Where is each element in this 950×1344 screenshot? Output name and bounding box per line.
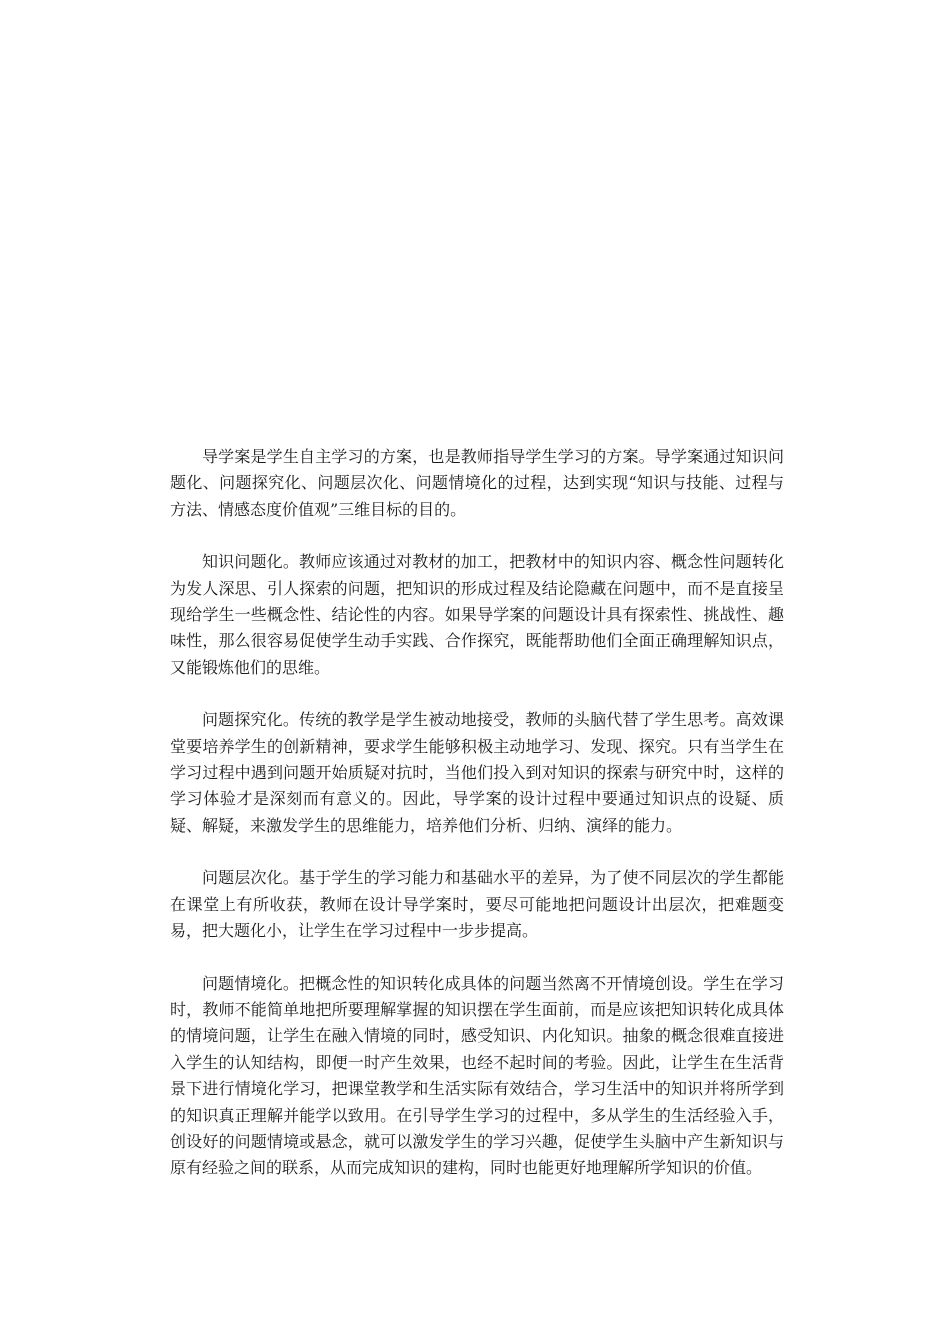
paragraph-intro: 导学案是学生自主学习的方案，也是教师指导学生学习的方案。导学案通过知识问题化、问题探究化、问题层次化、问题情境化的过程，达到实现“知识与技能、过程与方法、情感态度价值观”三维目标的目的。 [170, 447, 784, 519]
paragraph-problem-contextualization: 问题情境化。把概念性的知识转化成具体的问题当然离不开情境创设。学生在学习时，教师不能简单地把所要理解掌握的知识摆在学生面前，而是应该把知识转化成具体的情境问题，让学生在融入情境的同时，感受知识、内化知识。抽象的概念很难直接进入学生的认知结构，即便一时产生效果，也经不起时间的考验。因此，让学生在生活背景下进行情境化学习，把课堂教学和生活实际有效结合，学习生活中的知识并将所学到的知识真正理解并能学以致用。在引导学生学习的过程中，多从学生的生活经验入手，创设好的问题情境或悬念，就可以激发学生的学习兴趣，促使学生头脑中产生新知识与原有经验之间的联系，从而完成知识的建构，同时也能更好地理解所学知识的价值。 [170, 973, 784, 1178]
paragraph-problem-layering: 问题层次化。基于学生的学习能力和基础水平的差异，为了使不同层次的学生都能在课堂上有所收获，教师在设计导学案时，要尽可能地把问题设计出层次，把难题变易，把大题化小，让学生在学习过程中一步步提高。 [170, 868, 784, 941]
paragraph-problem-inquiry: 问题探究化。传统的教学是学生被动地接受，教师的头脑代替了学生思考。高效课堂要培养学生的创新精神，要求学生能够积极主动地学习、发现、探究。只有当学生在学习过程中遇到问题开始质疑对抗时，当他们投入到对知识的探索与研究中时，这样的学习体验才是深刻而有意义的。因此，导学案的设计过程中要通过知识点的设疑、质疑、解疑，来激发学生的思维能力，培养他们分析、归纳、演绎的能力。 [170, 710, 784, 835]
document-body [170, 444, 784, 1208]
paragraph-knowledge-problematization: 知识问题化。教师应该通过对教材的加工，把教材中的知识内容、概念性问题转化为发人深思、引人探索的问题，把知识的形成过程及结论隐藏在问题中，而不是直接呈现给学生一些概念性、结论性的内容。如果导学案的问题设计具有探索性、挑战性、趣味性，那么很容易促使学生动手实践、合作探究，既能帮助他们全面正确理解知识点，又能锻炼他们的思维。 [170, 552, 784, 677]
